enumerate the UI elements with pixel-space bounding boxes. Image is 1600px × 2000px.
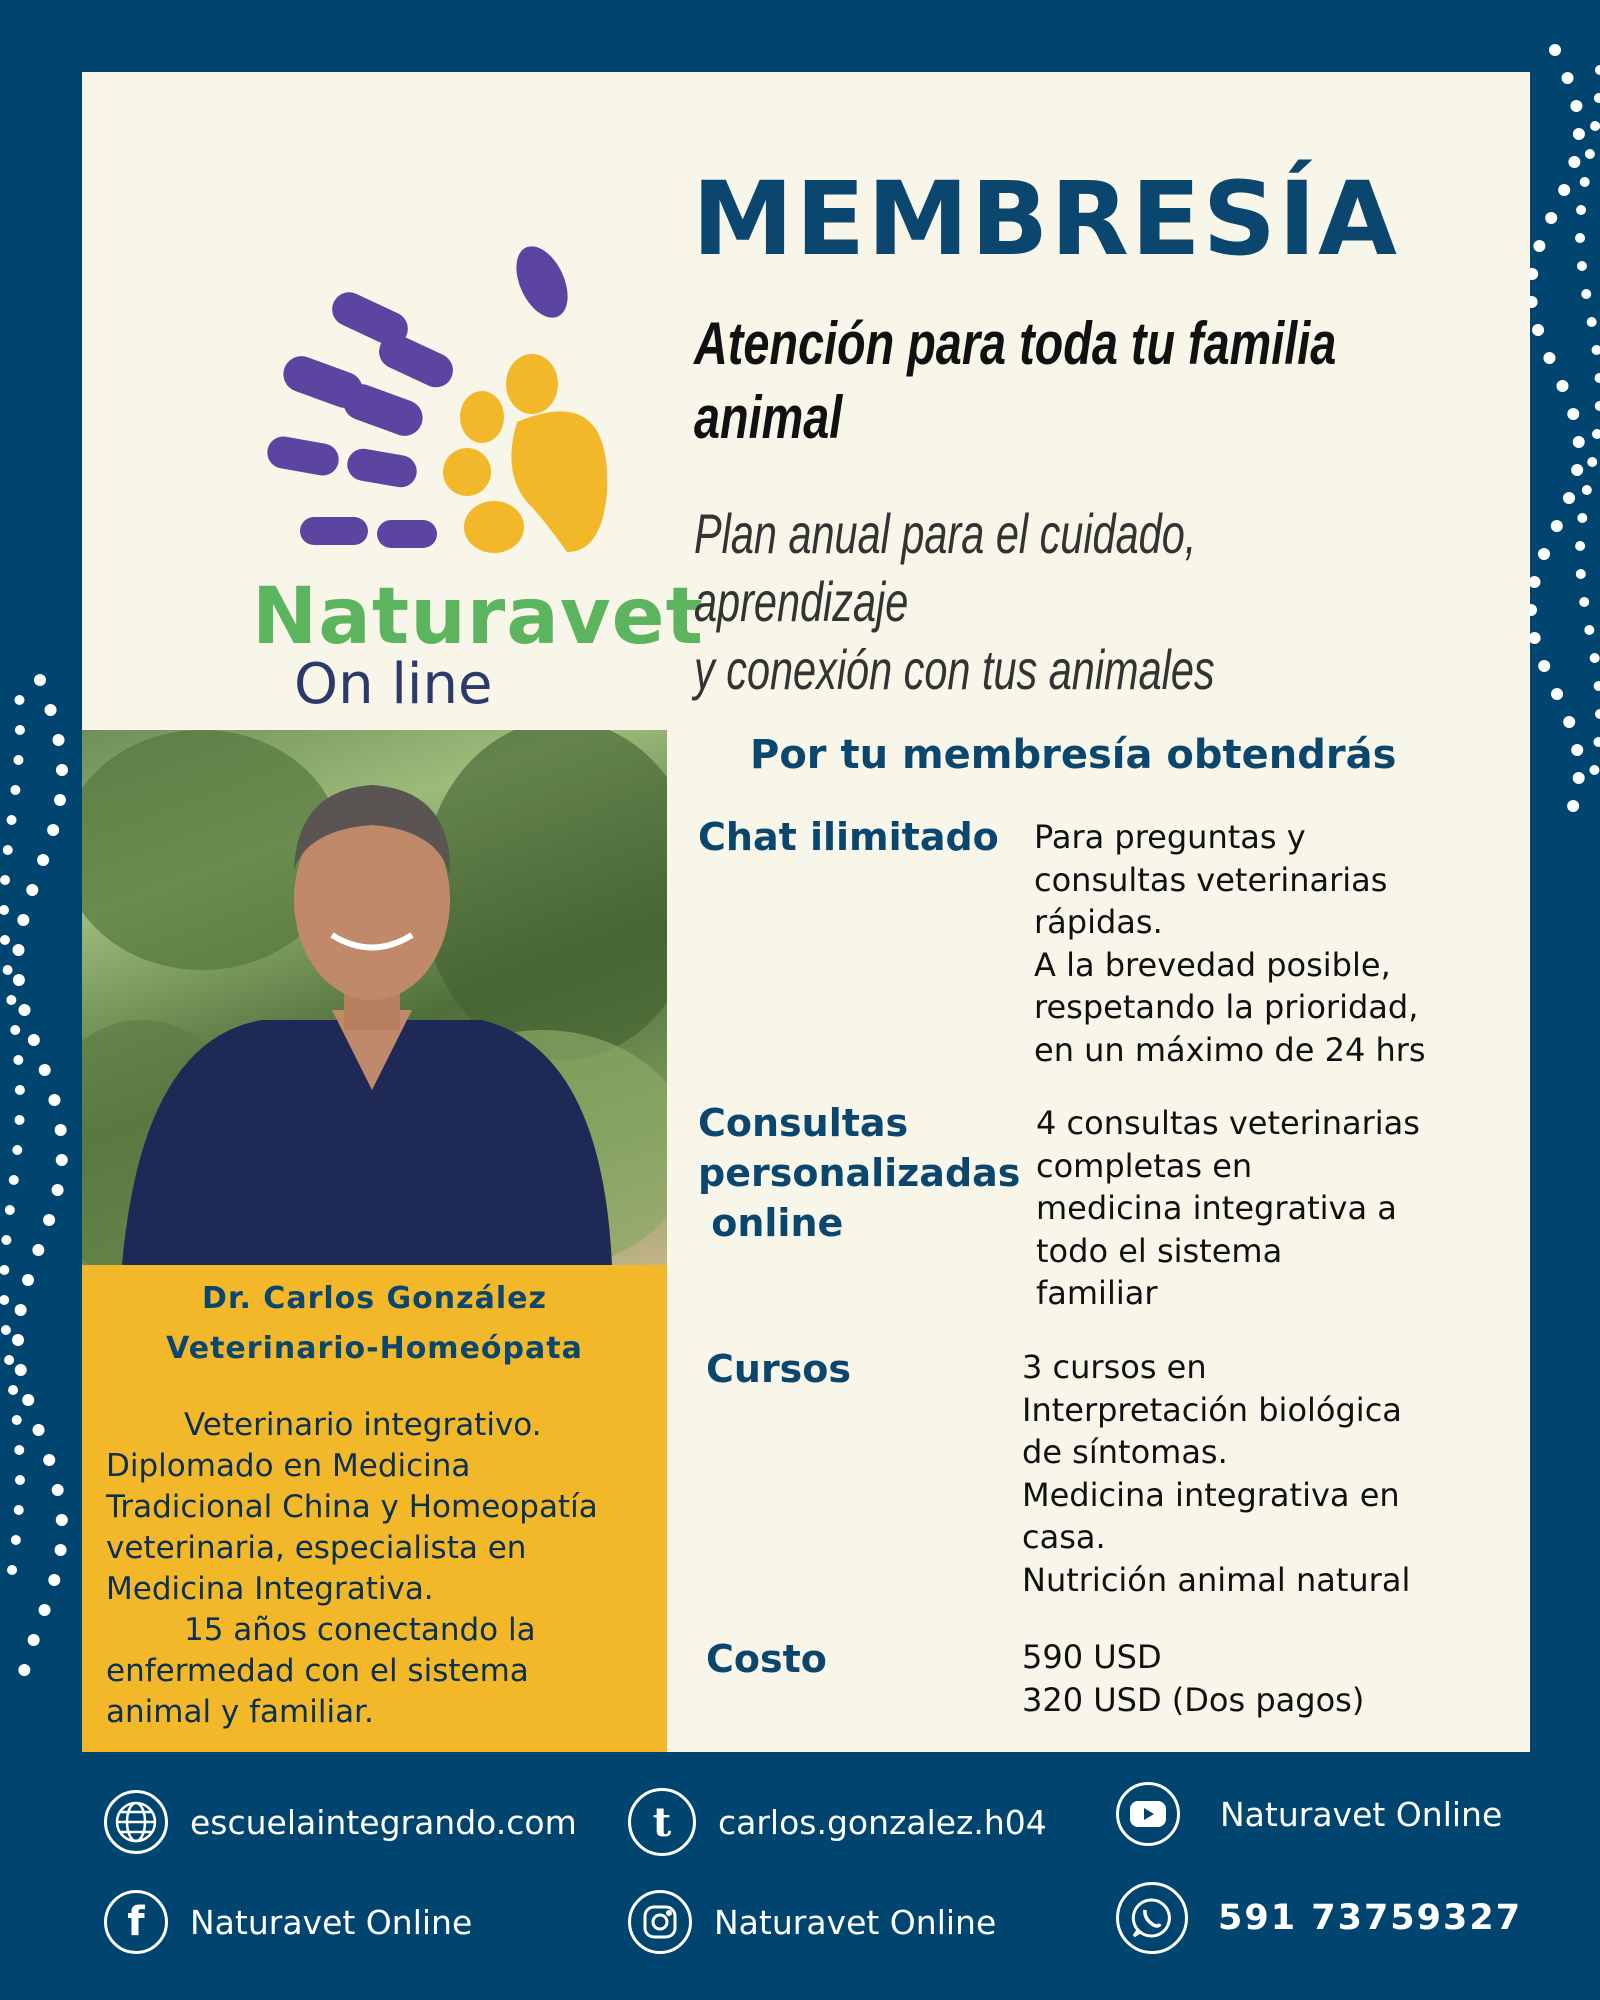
instagram-text[interactable]: Naturavet Online: [714, 1902, 997, 1942]
benefit-desc-cursos: 3 cursos en Interpretación biológica de síntomas. Medicina integrativa en casa. Nutrición animal natural: [1022, 1348, 1411, 1599]
tagline: Plan anual para el cuidado, aprendizaje y conexión con tus animales: [694, 502, 1215, 701]
footer-instagram[interactable]: [628, 1890, 996, 1954]
whatsapp-number[interactable]: 591 73759327: [1218, 1898, 1523, 1938]
benefit-label-chat: Chat ilimitado: [698, 815, 999, 859]
doctor-bio: [82, 1265, 667, 1752]
footer-whatsapp[interactable]: [1116, 1882, 1522, 1954]
page-title: MEMBRESÍA: [692, 160, 1399, 279]
brand-subtitle: On line: [294, 652, 493, 717]
benefit-desc-consultas: 4 consultas veterinarias completas en medicina integrativa a todo el sistema familiar: [1036, 1104, 1420, 1312]
youtube-text[interactable]: Naturavet Online: [1220, 1794, 1503, 1834]
brand-name: Naturavet: [252, 572, 704, 662]
website-text[interactable]: escuelaintegrando.com: [190, 1802, 577, 1842]
globe-icon: [104, 1790, 168, 1854]
headline: Atención para toda tu familia animal: [694, 310, 1337, 451]
footer-tumblr[interactable]: [628, 1788, 1047, 1856]
footer-youtube[interactable]: [1116, 1782, 1502, 1846]
benefit-label-consultas: Consultas personalizadas online: [698, 1101, 1021, 1245]
benefit-desc-costo: 590 USD 320 USD (Dos pagos): [1022, 1638, 1365, 1719]
doctor-photo: [82, 730, 667, 1265]
whatsapp-icon: [1116, 1882, 1188, 1954]
doctor-role: Veterinario-Homeópata: [166, 1331, 583, 1366]
footer-website[interactable]: [104, 1790, 577, 1854]
benefits-title: Por tu membresía obtendrás: [750, 732, 1397, 778]
facebook-text[interactable]: Naturavet Online: [190, 1902, 473, 1942]
tumblr-text[interactable]: carlos.gonzalez.h04: [718, 1802, 1047, 1842]
bio-text: Veterinario integrativo. Diplomado en Medicina Tradicional China y Homeopatía veterinaria, especialista en Medicina Integrativa. 15 años conectando la enfermedad con el sistema animal y familiar.: [106, 1407, 598, 1730]
membership-card: [82, 72, 1530, 1752]
tumblr-icon: t: [628, 1788, 696, 1856]
benefit-desc-chat: Para preguntas y consultas veterinarias rápidas. A la brevedad posible, respetando la prioridad, en un máximo de 24 hrs: [1034, 818, 1426, 1069]
facebook-icon: f: [104, 1890, 168, 1954]
doctor-name: Dr. Carlos González: [202, 1281, 547, 1316]
benefit-label-cursos: Cursos: [706, 1347, 852, 1391]
benefit-label-costo: Costo: [706, 1637, 827, 1681]
youtube-icon: [1116, 1782, 1180, 1846]
instagram-icon: [628, 1890, 692, 1954]
footer-facebook[interactable]: [104, 1890, 472, 1954]
